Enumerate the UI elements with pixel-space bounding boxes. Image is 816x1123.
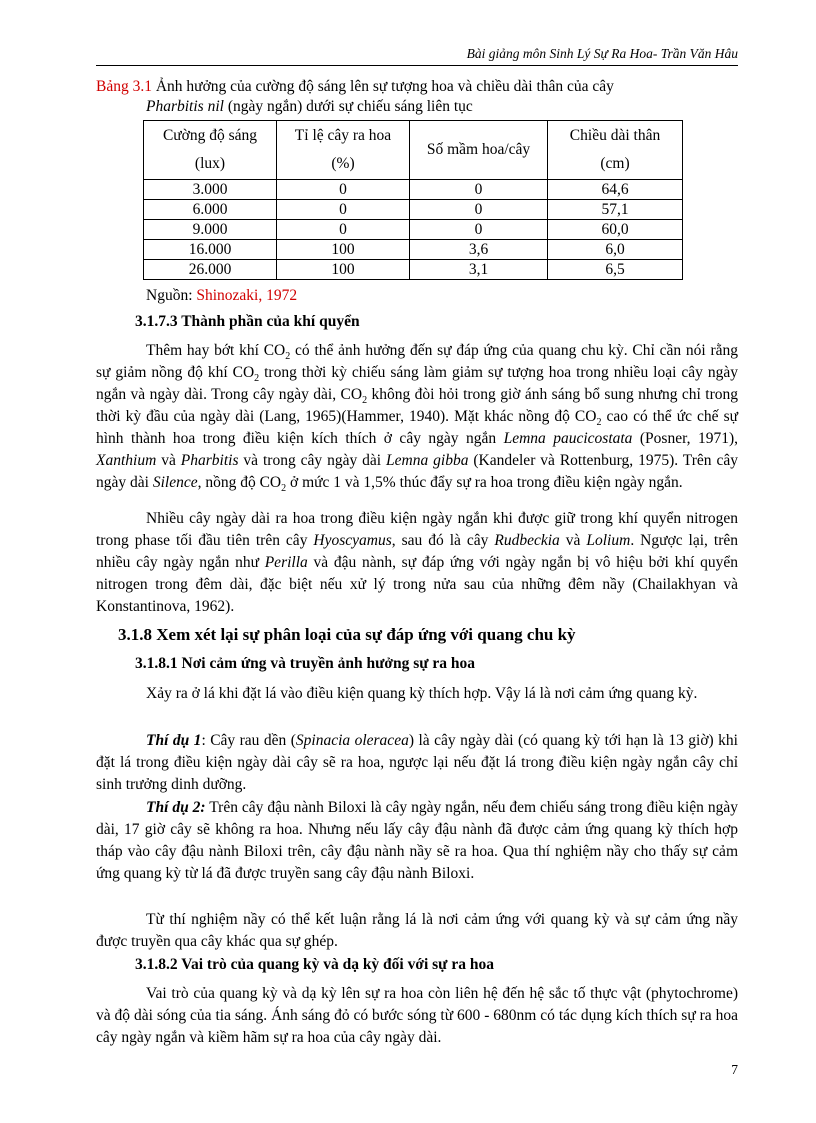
header-stem-length: Chiều dài thân (cm) [548,121,683,180]
table-source: Nguồn: Shinozaki, 1972 [146,287,298,304]
table-cell: 64,6 [548,180,683,200]
header-rule [96,65,738,66]
caption-label: Bảng 3.1 [96,78,152,95]
table-cell: 0 [410,180,548,200]
data-table [143,120,683,280]
table-cell: 26.000 [144,260,277,280]
table-cell: 0 [410,220,548,240]
caption-species: Pharbitis nil [146,98,224,115]
caption-rest: (ngày ngắn) dưới sự chiếu sáng liên tục [223,98,473,115]
paragraph-induction-site: Xảy ra ở lá khi đặt lá vào điều kiện quang kỳ thích hợp. Vậy lá là nơi cảm ứng quang kỳ. [146,685,698,702]
page-number: 7 [731,1062,738,1077]
table-cell: 6,5 [548,260,683,280]
table-cell: 6.000 [144,200,277,220]
table-cell: 60,0 [548,220,683,240]
section-heading-3-1-8: 3.1.8 Xem xét lại sự phân loại của sự đáp ứng với quang chu kỳ [118,625,576,644]
table-cell: 3.000 [144,180,277,200]
table-row [144,200,683,220]
table-row [144,180,683,200]
table-cell: 16.000 [144,240,277,260]
table-cell: 0 [410,200,548,220]
paragraph-conclusion: Từ thí nghiệm nầy có thể kết luận rằng lá là nơi cảm ứng với quang kỳ và sự cảm ứng nầy được truyền qua cây khác qua sự ghép. [96,911,738,950]
example-2-label: Thí dụ 2: [146,799,206,816]
header-flowering-rate: Tỉ lệ cây ra hoa (%) [277,121,410,180]
section-heading-3-1-8-2: 3.1.8.2 Vai trò của quang kỳ và dạ kỳ đối với sự ra hoa [135,956,494,973]
table-caption [96,77,738,117]
caption-line-2 [96,97,738,117]
caption-line-1 [96,77,738,97]
table-cell: 100 [277,260,410,280]
header-light-intensity: Cường độ sáng (lux) [144,121,277,180]
header-buds-per-plant: Số mầm hoa/cây [410,121,548,180]
paragraph-example-2: Thí dụ 2: Trên cây đậu nành Biloxi là cây ngày ngắn, nếu đem chiếu sáng trong điều kiện ngày dài, 17 giờ cây sẽ không ra hoa. Nhưng nếu lấy cây đậu nành đã được cảm ứng quang kỳ thích hợp tháp vào cây đậu nành Biloxi trên, cây đậu nành nầy sẽ ra hoa. Qua thí nghiệm nầy cho thấy sự cảm ứng quang kỳ từ lá đã được truyền sang cây đậu nành Biloxi. [96,799,738,882]
running-header: Bài giảng môn Sinh Lý Sự Ra Hoa- Trần Văn Hâu [466,46,738,61]
table-cell: 6,0 [548,240,683,260]
table-row [144,240,683,260]
section-heading-3-1-8-1: 3.1.8.1 Nơi cảm ứng và truyền ảnh hưởng sự ra hoa [135,655,476,672]
table-cell: 0 [277,200,410,220]
caption-text: Ảnh hưởng của cường độ sáng lên sự tượng hoa và chiều dài thân của cây [151,78,614,95]
paragraph-nitrogen: Nhiều cây ngày dài ra hoa trong điều kiện ngày ngắn khi được giữ trong khí quyển nitrogen trong phase tối đầu tiên trên cây Hyoscyamus, sau đó là cây Rudbeckia và Lolium. Ngược lại, trên nhiều cây ngày ngắn như Perilla và đậu nành, sự đáp ứng với ngày ngắn bị vô hiệu bởi khí quyển nitrogen trong đêm dài, đặc biệt nếu xử lý trong nửa sau của những đêm nầy (Chailakhyan và Konstantinova, 1962). [96,510,739,615]
source-reference[interactable]: Shinozaki, 1972 [196,287,298,304]
table-cell: 0 [277,220,410,240]
table-cell: 3,1 [410,260,548,280]
table-header-row [144,121,683,180]
table-cell: 0 [277,180,410,200]
table-row [144,220,683,240]
example-1-label: Thí dụ 1 [146,732,202,749]
table-cell: 57,1 [548,200,683,220]
table-cell: 9.000 [144,220,277,240]
section-heading-3-1-7-3: 3.1.7.3 Thành phần của khí quyển [135,313,360,330]
table-cell: 3,6 [410,240,548,260]
table-cell: 100 [277,240,410,260]
paragraph-example-1: Thí dụ 1: Cây rau dền (Spinacia oleracea) là cây ngày dài (có quang kỳ tới hạn là 13 giờ) khi đặt lá trong điều kiện ngày dài cây sẽ ra hoa, ngược lại nếu đặt lá trong điều kiện ngày ngắn cây chỉ sinh trưởng dinh dưỡng. [96,732,738,793]
paragraph-photoperiod-role: Vai trò của quang kỳ và dạ kỳ lên sự ra hoa còn liên hệ đến hệ sắc tố thực vật (phytochrome) và độ dài sóng của tia sáng. Ánh sáng đỏ có bước sóng từ 600 - 680nm có tác dụng kích thích sự ra hoa cây ngày ngắn và kiềm hãm sự ra hoa của cây ngày dài. [96,985,738,1046]
paragraph-co2: Thêm hay bớt khí $CO_2$ có thể ảnh hưởng đến sự đáp ứng của quang chu kỳ. Chỉ cần nói rằng sự giảm nồng độ khí $CO_2$ trong thời kỳ chiếu sáng làm giảm sự tượng hoa trong nhiều loại cây ngày ngắn và ngày dài. Trong cây ngày dài, $CO_2$ không đòi hỏi trong giờ ánh sáng bổ sung nhưng chỉ trong thời kỳ đầu của ngày dài (Lang, 1965)(Hammer, 1940). Mặt khác nồng độ $CO_2$ cao có thể ức chế sự hình thành hoa trong điều kiện kích thích ở cây ngày ngắn Lemna paucicostata (Posner, 1971), Xanthium và Pharbitis và trong cây ngày dài Lemna gibba (Kandeler và Rottenburg, 1975). Trên cây ngày dài Silence, nồng độ $CO_2$ ở mức 1 và 1,5% thúc đẩy sự ra hoa trong điều kiện ngày ngắn. [96,342,739,495]
table-row [144,260,683,280]
